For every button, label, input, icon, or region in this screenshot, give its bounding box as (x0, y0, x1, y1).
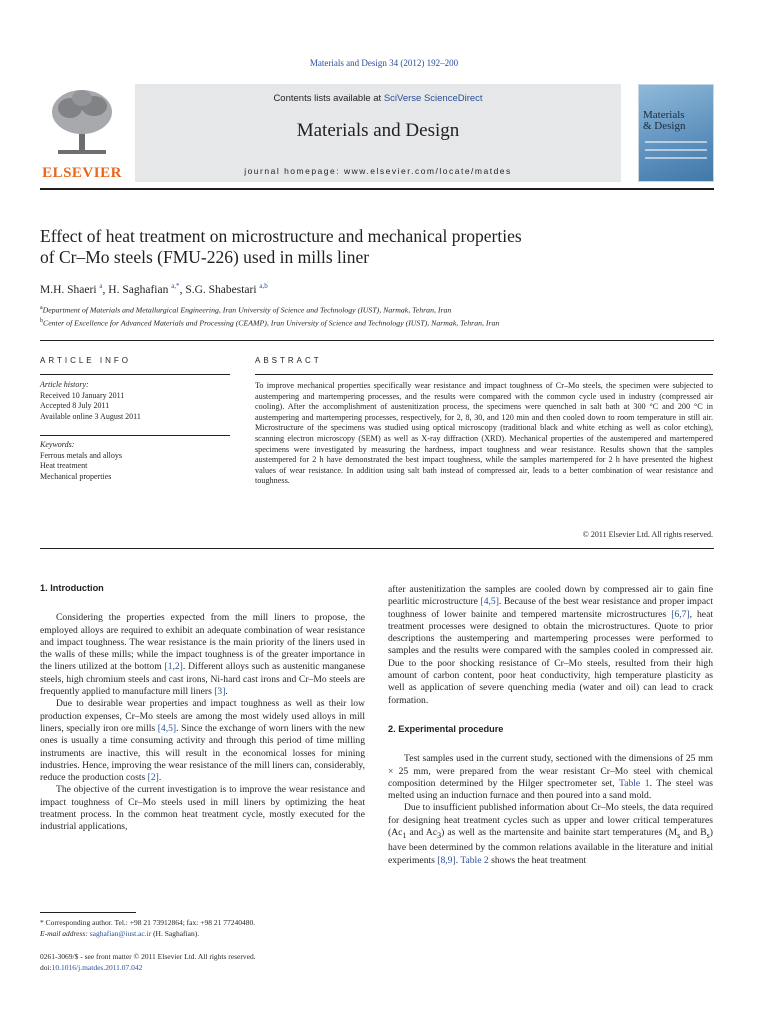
author-list (40, 282, 268, 296)
paragraph-text: after austenitization the samples are cooled down by compressed air to gain fine pearlitic microstructure (388, 584, 713, 608)
article-history (40, 380, 230, 422)
abstract-bottom-rule (40, 548, 714, 549)
corresponding-author-footnote: * Corresponding author. Tel.: +98 21 73912864; fax: +98 21 77240480. (40, 918, 256, 927)
journal-cover-image[interactable] (638, 84, 714, 182)
abstract-copyright: © 2011 Elsevier Ltd. All rights reserved. (582, 530, 713, 539)
journal-homepage-link[interactable]: journal homepage: www.elsevier.com/locate/matdes (244, 166, 512, 176)
article-info-rule (40, 374, 230, 375)
paragraph-text: . Different alloys such as austenitic manganese steels, high chromium steels and cast irons, Ni-hard cast irons and Cr–Mo steels are frequently applied to manufacture mill liners (40, 661, 366, 698)
subscript: s (677, 830, 681, 840)
email-label: E-mail address: (40, 929, 90, 938)
citation-link[interactable]: [4,5] (157, 722, 177, 734)
author-affiliation-marker[interactable]: a,b (259, 282, 268, 290)
history-received: Received 10 January 2011 (40, 390, 125, 400)
journal-masthead (40, 84, 714, 182)
title-line-1: Effect of heat treatment on microstructure and mechanical properties (40, 226, 522, 246)
affiliation-marker: a (40, 305, 43, 311)
paragraph-text: Due to insufficient published information about Cr–Mo steels, the data required for designing heat treatment cycles such as upper and lower critical temperatures (Ac (388, 802, 713, 839)
keywords-heading: Keywords: (40, 440, 75, 449)
elsevier-logo[interactable] (40, 84, 124, 182)
paragraph (388, 802, 713, 866)
table-link[interactable]: Table 2 (460, 854, 489, 866)
contents-prefix: Contents lists available at (273, 93, 384, 104)
subscript: s (706, 830, 710, 840)
paragraph (40, 698, 365, 784)
author-affiliation-marker[interactable]: a (99, 282, 103, 290)
paragraph-text: ) have been determined by the common relations available in the literature and initial experiments (388, 827, 713, 866)
publisher-wordmark: ELSEVIER (42, 165, 122, 181)
paragraph-text: . The steel was melted using an induction furnace and then poured into a sand mold. (388, 777, 713, 802)
paragraph-text: and Ac (406, 827, 438, 839)
affiliation-b (40, 318, 720, 328)
citation-link[interactable]: [4,5] (480, 596, 499, 608)
subscript: 1 (402, 830, 407, 840)
paragraph-text: . (158, 772, 162, 784)
footnote-rule (40, 912, 136, 913)
paragraph: The objective of the current investigation is to improve the wear resistance and impact toughness of Cr–Mo steels used in mill liners by optimizing the heat treatment process. In the common heat treatment cycle, mostly executed for the industrial applications, (40, 784, 365, 833)
paragraph-text: ) as well as the martensite and bainite start temperatures (M (441, 827, 678, 839)
header-rule (40, 340, 714, 341)
paragraph-text: . Because of the best wear resistance and proper impact toughness of lower bainite and tempered martensite microstructures (388, 596, 713, 620)
journal-title: Materials and Design (296, 120, 460, 141)
keyword: Mechanical properties (40, 471, 112, 481)
paragraph-text: and B (680, 827, 707, 839)
paragraph (388, 753, 713, 802)
cover-title-line2: & Design (643, 120, 686, 132)
cover-stripe (645, 149, 707, 151)
history-heading: Article history: (40, 380, 89, 389)
cover-stripe (645, 141, 707, 143)
paragraph (40, 612, 365, 698)
citation-link[interactable]: [3] (214, 686, 226, 698)
email-footnote (40, 929, 199, 939)
email-suffix: (H. Saghafian). (151, 929, 200, 938)
abstract-rule (255, 374, 713, 375)
doi-link[interactable]: 10.1016/j.matdes.2011.07.042 (51, 963, 143, 972)
section-heading-introduction: 1. Introduction (40, 583, 104, 593)
author-name[interactable]: S.G. Shabestari (185, 283, 257, 296)
cover-stripe (645, 157, 707, 159)
paragraph-text: , heat treatment processes were designed to obtain the microstructures. Quote to prior descriptions the austempering and martempering processes were performed to samples and the results were compared with the samples cooled in compressed air. Due to the poor shocking resistance of Cr–Mo steels, resulted from their high amount of carbon content, poor heat conductivity, high temperature plasticity as well as application of severe quenching media (water and oil) can lead to crack formation. (388, 608, 713, 706)
history-accepted: Accepted 8 July 2011 (40, 401, 110, 410)
author-separator: , (102, 283, 109, 296)
journal-citation[interactable]: Materials and Design 34 (2012) 192–200 (309, 58, 459, 68)
article-title (40, 226, 720, 268)
author-separator: , (179, 283, 186, 296)
masthead-rule (40, 188, 714, 190)
subscript: 3 (437, 830, 442, 840)
abstract-caption: ABSTRACT (255, 356, 322, 365)
affiliation-a (40, 305, 720, 315)
doi-label: doi: (40, 963, 52, 972)
right-column (388, 584, 713, 867)
affiliation-text: Department of Materials and Metallurgical Engineering, Iran University of Science and Technology (IUST), Narmak, Tehran, Iran (42, 305, 452, 315)
paragraph-text: Considering the properties expected from the mill liners to propose, the employed alloys are required to exhibit an adequate combination of wear resistance and impact toughness. The wear resistance is the main priority of the liners used in the walls of these mills; while the impact toughness is of the greater importance in the liners utilized at the bottom (40, 612, 365, 673)
left-column (40, 582, 365, 834)
spacer (388, 707, 713, 723)
keyword: Ferrous metals and alloys (40, 450, 122, 460)
masthead-panel (135, 84, 621, 182)
author-name[interactable]: H. Saghafian (108, 283, 169, 296)
cover-title-line1: Materials (643, 109, 685, 121)
paragraph-text: shows the heat treatment (488, 854, 587, 866)
title-line-2: of Cr–Mo steels (FMU-226) used in mills liner (40, 247, 370, 267)
citation-link[interactable]: [2] (147, 772, 159, 784)
article-info-caption: ARTICLE INFO (40, 356, 131, 365)
paragraph-text: . (225, 686, 228, 698)
issn-line: 0261-3069/$ - see front matter © 2011 Elsevier Ltd. All rights reserved. (40, 952, 256, 961)
paragraph-text: . Since the exchange of worn liners with the new ones is usually a time consuming activity and through this period of time milling instruments are inactive, this will result in the economical losses for mining industries. Hence, improving the wear resistance of the mill liners can, considerably, reduce the production costs (40, 722, 365, 784)
keywords-rule (40, 435, 230, 436)
email-link[interactable]: saghafian@iust.ac.ir (89, 929, 152, 938)
citation-link[interactable]: [6,7] (671, 608, 690, 620)
history-online: Available online 3 August 2011 (40, 411, 141, 421)
paragraph-text: Due to desirable wear properties and impact toughness as well as their low production expenses, Cr–Mo steels are among the most widely used alloys in mill liners, specially iron ore mills (40, 698, 365, 734)
citation-link[interactable]: [1,2] (164, 661, 183, 673)
section-heading-experimental: 2. Experimental procedure (388, 723, 504, 734)
paragraph-text: . (455, 854, 461, 866)
doi-line (40, 963, 142, 973)
elsevier-tree-icon (46, 86, 118, 158)
affiliation-marker: b (40, 318, 43, 324)
author-name[interactable]: M.H. Shaeri (40, 283, 97, 296)
table-link[interactable]: Table 1 (619, 777, 650, 789)
citation-link[interactable]: [8,9] (437, 854, 456, 866)
paragraph-text: Test samples used in the current study, sectioned with the dimensions of 25 mm × 25 mm, were prepared from the wear resistant Cr–Mo steel with chemical composition determined by the Hilger spectrometer set, (388, 753, 713, 789)
keyword: Heat treatment (40, 461, 88, 470)
keywords-block (40, 440, 230, 482)
contents-line (135, 93, 621, 104)
cover-title (643, 110, 709, 132)
abstract-text: To improve mechanical properties specifically wear resistance and impact toughness of Cr–Mo steels, the specimen were subjected to austempering and martempering processes, and the results were compared with the common cycle used in industry (compressed air cooling). After the accomplishment of austenitization process, the specimens were quenched in salt bath at 300 °C and 200 °C in austempering and martempering processes, respectively, for 2, 8, 30, and 120 min and then cooled down to room temperature in still air. Microstructure of the specimens was studied using optical microscopy (traditional black and white etching as well as color etching), scanning electron microscopy (SEM) as well as X-ray diffraction (XRD). Mechanical properties of the austempered and martempered specimens were investigated by measuring the hardness, impact toughness and wear resistance. Results shown that the samples austempered for 2 h have demonstrated the best impact toughness, while the samples martempered for 2 h have presented the highest values of wear resistance. In addition using salt bath instead of compressed air, leads to a better combination of wear resistance and toughness. (255, 381, 713, 486)
paragraph (388, 584, 713, 707)
author-affiliation-marker[interactable]: a,* (171, 282, 180, 290)
sciencedirect-link[interactable]: SciVerse ScienceDirect (383, 93, 483, 104)
affiliation-text: Center of Excellence for Advanced Materials and Processing (CEAMP), Iran University of Science and Technology (IUST), Narmak, Tehran, Iran (43, 318, 500, 328)
